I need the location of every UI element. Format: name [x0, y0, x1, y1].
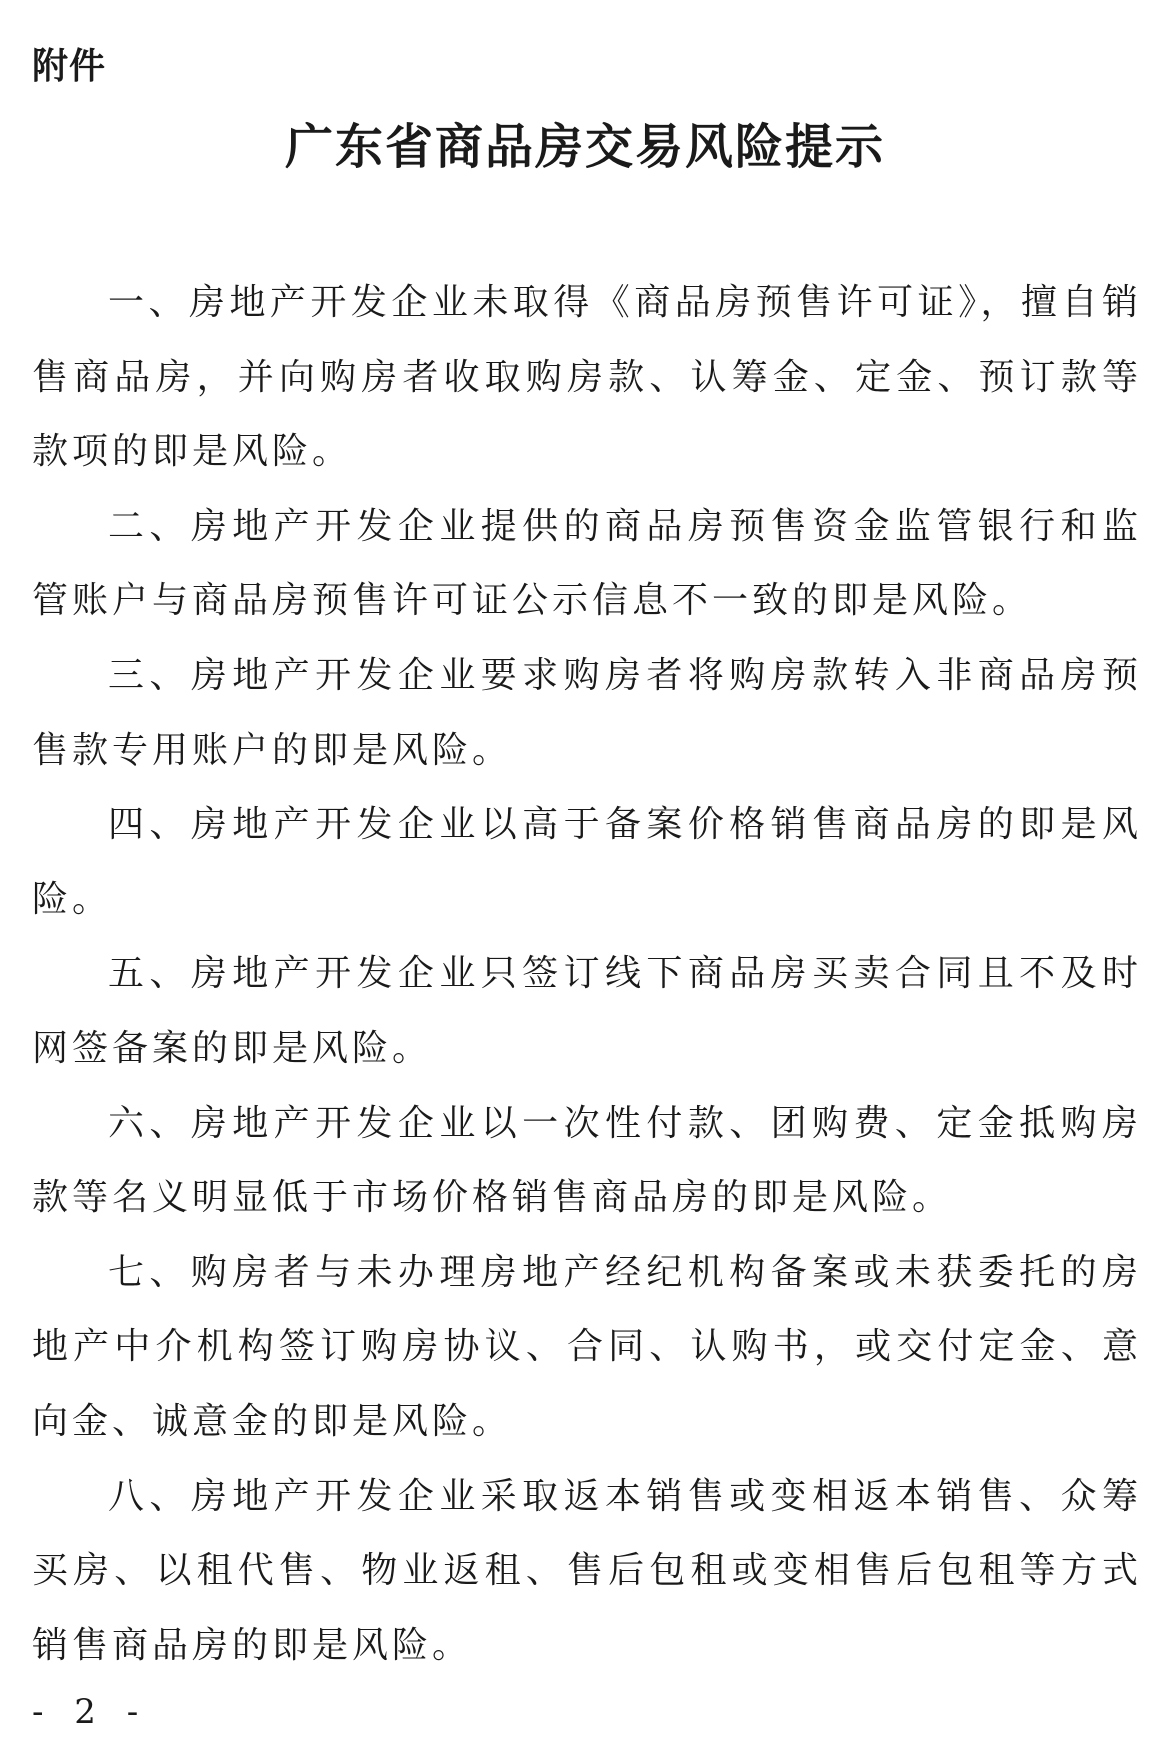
risk-item-5: 五、房地产开发企业只签订线下商品房买卖合同且不及时网签备案的即是风险。 [32, 953, 1142, 1069]
risk-item-7: 七、购房者与未办理房地产经纪机构备案或未获委托的房地产中介机构签订购房协议、合同、认购书，或交付定金、意向金、诚意金的即是风险。 [32, 1251, 1142, 1442]
risk-item-4: 四、房地产开发企业以高于备案价格销售商品房的即是风险。 [32, 804, 1142, 920]
document-title: 广东省商品房交易风险提示 [284, 119, 885, 175]
document-body [32, 266, 1142, 1683]
risk-item-6: 六、房地产开发企业以一次性付款、团购费、定金抵购房款等名义明显低于市场价格销售商品房的即是风险。 [32, 1102, 1142, 1219]
risk-item-2: 二、房地产开发企业提供的商品房预售资金监管银行和监管账户与商品房预售许可证公示信息不一致的即是风险。 [32, 505, 1142, 622]
risk-item-1: 一、房地产开发企业未取得《商品房预售许可证》，擅自销售商品房，并向购房者收取购房款、认筹金、定金、预订款等款项的即是风险。 [32, 282, 1142, 473]
page-number: - 2 - [32, 1692, 149, 1732]
risk-item-8: 八、房地产开发企业采取返本销售或变相返本销售、众筹买房、以租代售、物业返租、售后包租或变相售后包租等方式销售商品房的即是风险。 [32, 1475, 1142, 1666]
risk-item-3: 三、房地产开发企业要求购房者将购房款转入非商品房预售款专用账户的即是风险。 [32, 654, 1142, 771]
attachment-label: 附件 [32, 46, 107, 87]
